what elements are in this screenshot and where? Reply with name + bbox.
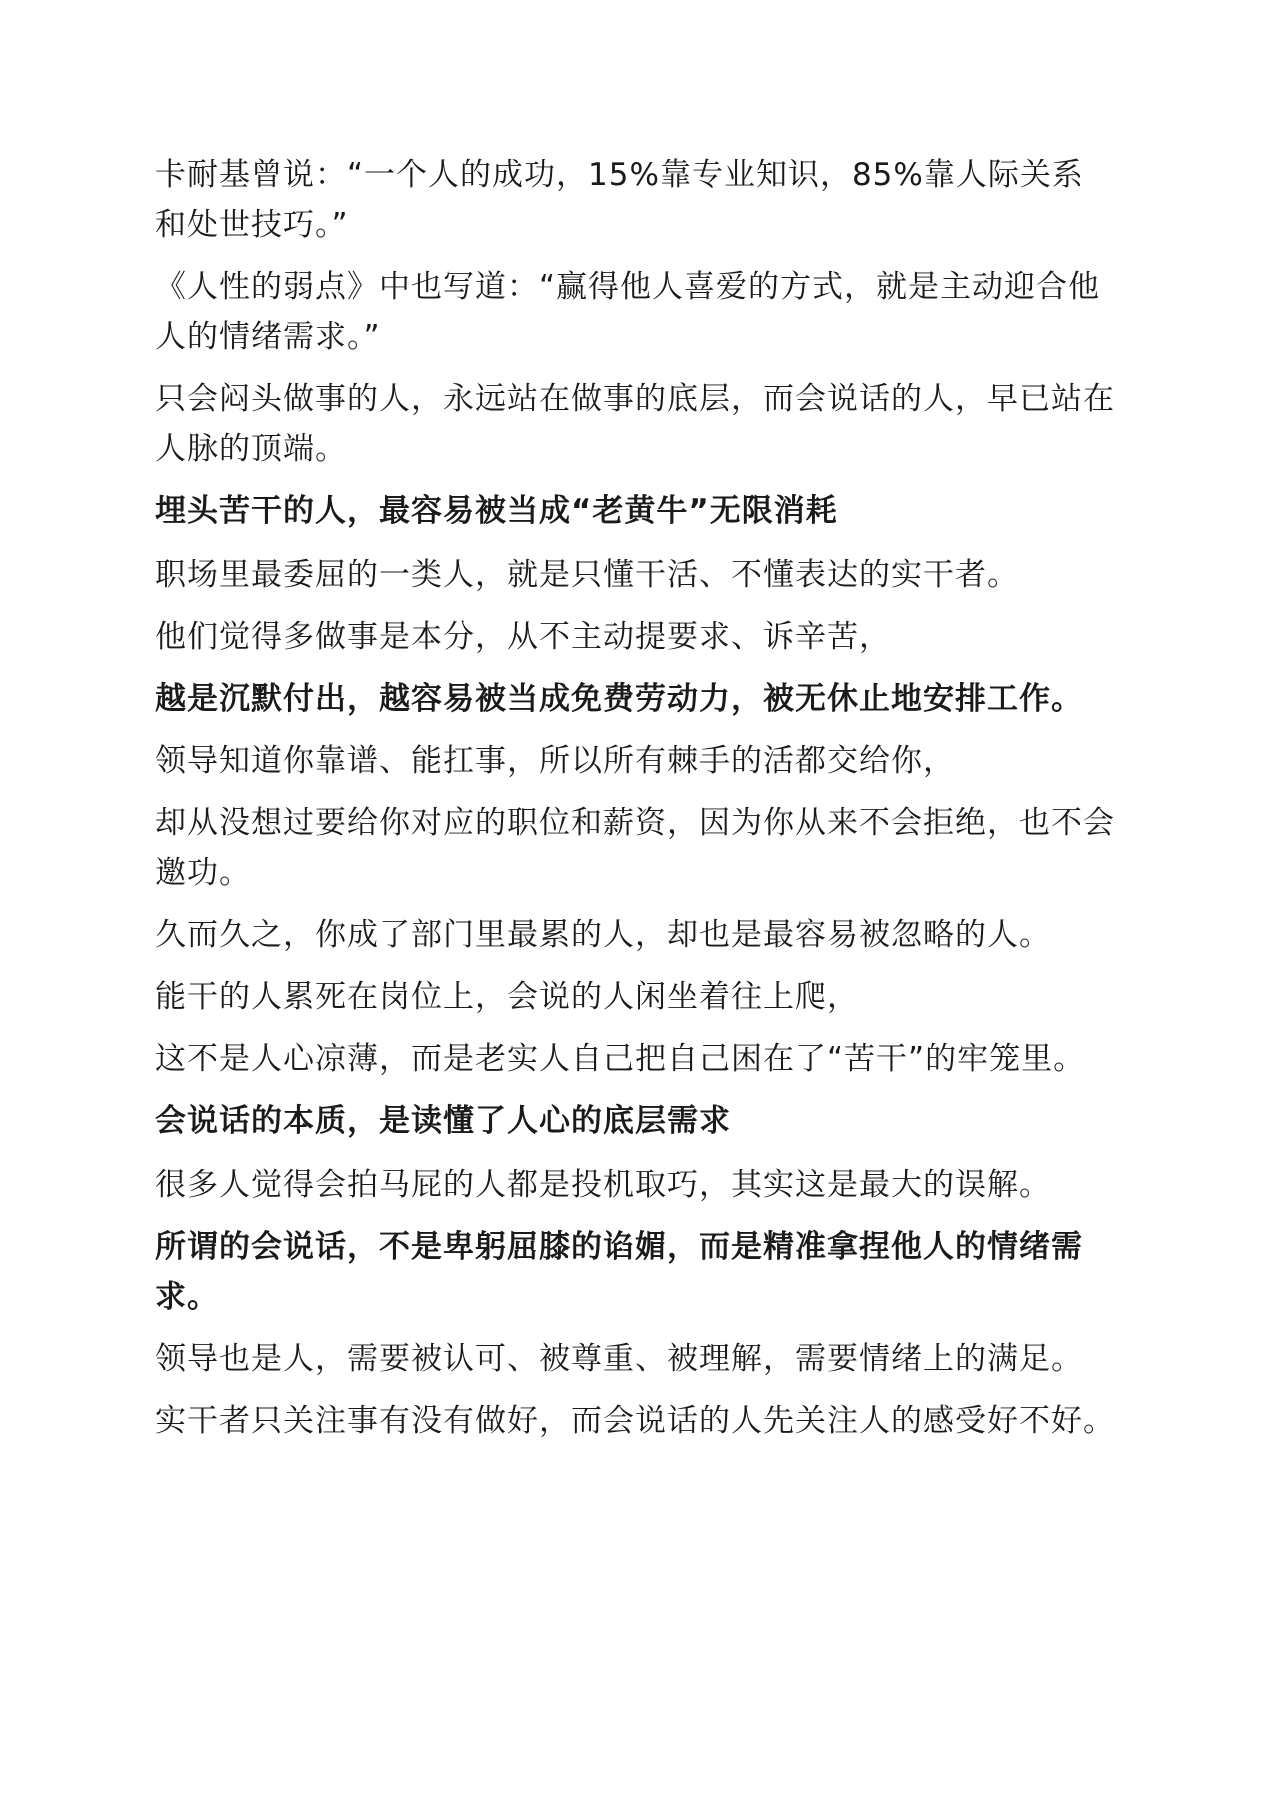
paragraph: 只会闷头做事的人，永远站在做事的底层，而会说话的人，早已站在人脉的顶端。	[155, 381, 1115, 467]
paragraph: 领导也是人，需要被认可、被尊重、被理解，需要情绪上的满足。	[155, 1341, 1083, 1377]
paragraph: 实干者只关注事有没有做好，而会说话的人先关注人的感受好不好。	[155, 1403, 1115, 1439]
emphasis-paragraph: 所谓的会说话，不是卑躬屈膝的谄媚，而是精准拿捏他人的情绪需求。	[155, 1229, 1083, 1315]
paragraph: 这不是人心凉薄，而是老实人自己把自己困在了“苦干”的牢笼里。	[155, 1041, 1086, 1077]
paragraph: 能干的人累死在岗位上，会说的人闲坐着往上爬，	[155, 979, 859, 1015]
paragraph: 久而久之，你成了部门里最累的人，却也是最容易被忽略的人。	[155, 917, 1051, 953]
paragraph: 却从没想过要给你对应的职位和薪资，因为你从来不会拒绝，也不会邀功。	[155, 805, 1115, 891]
article-body	[155, 150, 1115, 1458]
paragraph: 他们觉得多做事是本分，从不主动提要求、诉辛苦，	[155, 619, 891, 655]
section-heading: 埋头苦干的人，最容易被当成“老黄牛”无限消耗	[155, 493, 838, 529]
section-heading: 会说话的本质，是读懂了人心的底层需求	[155, 1103, 731, 1139]
paragraph: 卡耐基曾说：“一个人的成功，15%靠专业知识，85%靠人际关系和处世技巧。”	[155, 157, 1084, 243]
paragraph: 职场里最委屈的一类人，就是只懂干活、不懂表达的实干者。	[155, 557, 1019, 593]
emphasis-paragraph: 越是沉默付出，越容易被当成免费劳动力，被无休止地安排工作。	[155, 681, 1083, 717]
paragraph: 领导知道你靠谱、能扛事，所以所有棘手的活都交给你，	[155, 743, 955, 779]
paragraph: 很多人觉得会拍马屁的人都是投机取巧，其实这是最大的误解。	[155, 1167, 1051, 1203]
paragraph: 《人性的弱点》中也写道：“赢得他人喜爱的方式，就是主动迎合他人的情绪需求。”	[155, 269, 1101, 355]
